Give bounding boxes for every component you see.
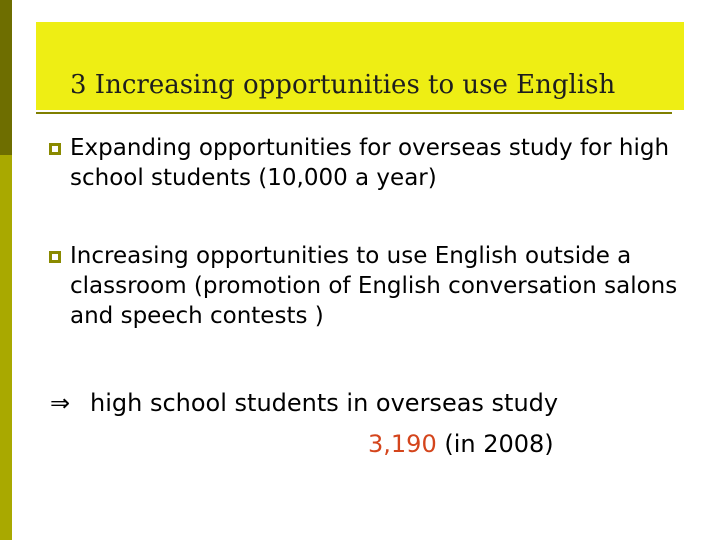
result-line [50,388,558,418]
left-accent-bar-light [0,155,12,540]
left-accent-bar-dark [0,0,12,155]
square-bullet-icon [49,251,61,263]
square-bullet-icon [49,143,61,155]
bullet-item [70,241,680,331]
bullet-item [70,133,680,193]
result-count-line [368,429,554,459]
student-count: 3,190 [368,430,437,458]
result-text: high school students in overseas study [90,389,559,417]
bullet-text: Expanding opportunities for overseas study for high school students (10,000 a year) [70,135,670,191]
implies-arrow-icon: ⇒ [50,389,71,417]
title-underline [36,112,672,114]
year-note: (in 2008) [444,430,554,458]
bullet-text: Increasing opportunities to use English outside a classroom (promotion of English conversation salons and speech contests ) [70,243,678,329]
slide-title: 3 Increasing opportunities to use English [70,70,616,100]
